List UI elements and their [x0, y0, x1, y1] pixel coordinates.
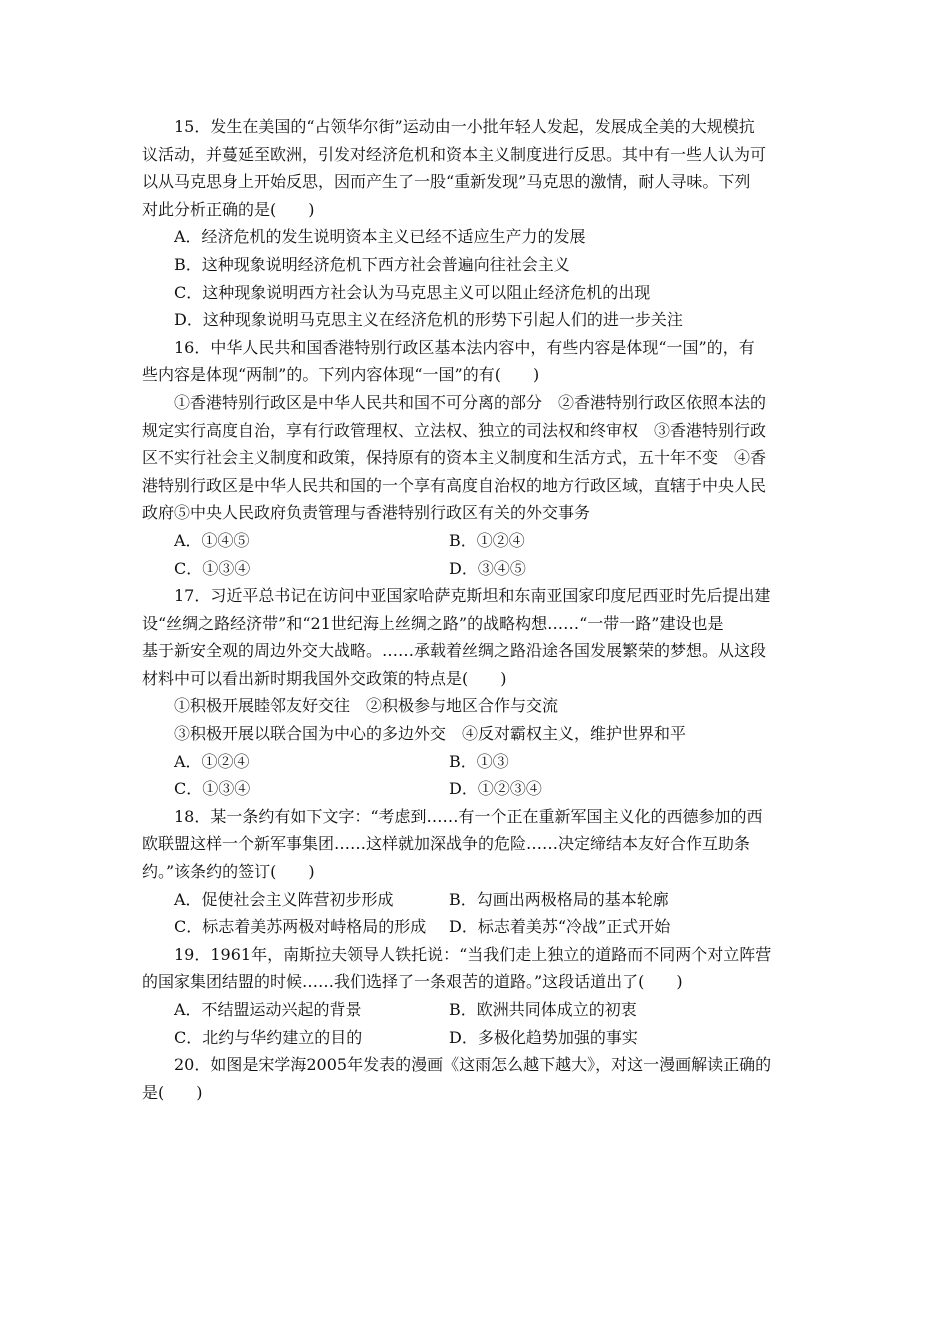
question-18	[142, 803, 818, 941]
question-stem: 材料中可以看出新时期我国外交政策的特点是( )	[142, 668, 507, 688]
statement-text: 港特别行政区是中华人民共和国的一个享有高度自治权的地方行政区域，直辖于中央人民	[142, 475, 767, 495]
option-a: A．促使社会主义阵营初步形成	[174, 889, 394, 909]
statement-text: ③积极开展以联合国为中心的多边外交 ④反对霸权主义，维护世界和平	[174, 724, 687, 744]
question-stem: 设“丝绸之路经济带”和“21世纪海上丝绸之路”的战略构想……“一带一路”建设也是	[142, 613, 724, 633]
option-c: C．①③④	[174, 558, 251, 578]
question-stem: 16．中华人民共和国香港特别行政区基本法内容中，有些内容是体现“一国”的，有	[174, 337, 755, 357]
option-b: B．①③	[449, 751, 509, 771]
statement-text: 政府⑤中央人民政府负责管理与香港特别行政区有关的外交事务	[142, 503, 591, 523]
statement-text: ①积极开展睦邻友好交往 ②积极参与地区合作与交流	[174, 696, 559, 716]
question-stem: 议活动，并蔓延至欧洲，引发对经济危机和资本主义制度进行反思。其中有一些人认为可	[142, 144, 767, 164]
statement-text: ①香港特别行政区是中华人民共和国不可分离的部分 ②香港特别行政区依照本法的	[174, 392, 767, 412]
option-row	[142, 996, 818, 1024]
option-d: D．这种现象说明马克思主义在经济危机的形势下引起人们的进一步关注	[174, 310, 683, 330]
option-c: C．北约与华约建立的目的	[174, 1027, 363, 1047]
option-d: D．①②③④	[449, 779, 542, 799]
question-19	[142, 941, 818, 1051]
statement-text: 区不实行社会主义制度和政策，保持原有的资本主义制度和生活方式，五十年不变 ④香	[142, 448, 767, 468]
question-stem: 15．发生在美国的“占领华尔街”运动由一小批年轻人发起，发展成全美的大规模抗	[174, 117, 755, 136]
exam-page	[142, 113, 818, 1106]
option-a: A．①④⑤	[174, 530, 250, 550]
option-row	[142, 775, 818, 803]
option-c: C．标志着美苏两极对峙格局的形成	[174, 917, 427, 937]
question-stem: 基于新安全观的周边外交大战略。……承载着丝绸之路沿途各国发展繁荣的梦想。从这段	[142, 641, 767, 661]
option-c: C．①③④	[174, 779, 251, 799]
option-row	[142, 913, 818, 941]
question-15	[142, 113, 818, 334]
question-stem: 18．某一条约有如下文字：“考虑到……有一个正在重新军国主义化的西德参加的西	[174, 806, 763, 826]
question-stem: 19．1961年，南斯拉夫领导人铁托说：“当我们走上独立的道路而不同两个对立阵营	[174, 944, 772, 964]
option-row	[142, 527, 818, 555]
question-stem: 17．习近平总书记在访问中亚国家哈萨克斯坦和东南亚国家印度尼西亚时先后提出建	[174, 586, 771, 606]
question-stem: 是( )	[142, 1082, 203, 1102]
statement-text: 规定实行高度自治，享有行政管理权、立法权、独立的司法权和终审权 ③香港特别行政	[142, 420, 767, 440]
option-c: C．这种现象说明西方社会认为马克思主义可以阻止经济危机的出现	[174, 282, 651, 302]
question-stem: 以从马克思身上开始反思，因而产生了一股“重新发现”马克思的激情，耐人寻味。下列	[142, 172, 751, 192]
option-b: B．①②④	[449, 530, 525, 550]
option-a: A．①②④	[174, 751, 250, 771]
option-row	[142, 886, 818, 914]
option-row	[142, 555, 818, 583]
question-stem: 对此分析正确的是( )	[142, 199, 315, 219]
question-16	[142, 334, 818, 582]
question-stem: 20．如图是宋学海2005年发表的漫画《这雨怎么越下越大》，对这一漫画解读正确的	[174, 1055, 772, 1075]
question-stem: 的国家集团结盟的时候……我们选择了一条艰苦的道路。”这段话道出了( )	[142, 972, 683, 992]
question-stem: 欧联盟这样一个新军事集团……这样就加深战争的危险……决定缔结本友好合作互助条	[142, 834, 751, 854]
option-b: B．欧洲共同体成立的初衷	[449, 1000, 637, 1019]
option-b: B．这种现象说明经济危机下西方社会普遍向往社会主义	[174, 254, 570, 274]
option-d: D．多极化趋势加强的事实	[449, 1027, 638, 1047]
option-d: D．③④⑤	[449, 558, 526, 578]
question-20	[142, 1051, 818, 1106]
option-d: D．标志着美苏“冷战”正式开始	[449, 917, 671, 937]
question-stem: 约。”该条约的签订( )	[142, 862, 315, 882]
option-row	[142, 1024, 818, 1052]
question-17	[142, 582, 818, 803]
option-a: A．不结盟运动兴起的背景	[174, 1000, 362, 1019]
option-row	[142, 748, 818, 776]
option-a: A．经济危机的发生说明资本主义已经不适应生产力的发展	[174, 227, 586, 247]
option-b: B．勾画出两极格局的基本轮廓	[449, 889, 669, 909]
question-stem: 些内容是体现“两制”的。下列内容体现“一国”的有( )	[142, 365, 540, 385]
